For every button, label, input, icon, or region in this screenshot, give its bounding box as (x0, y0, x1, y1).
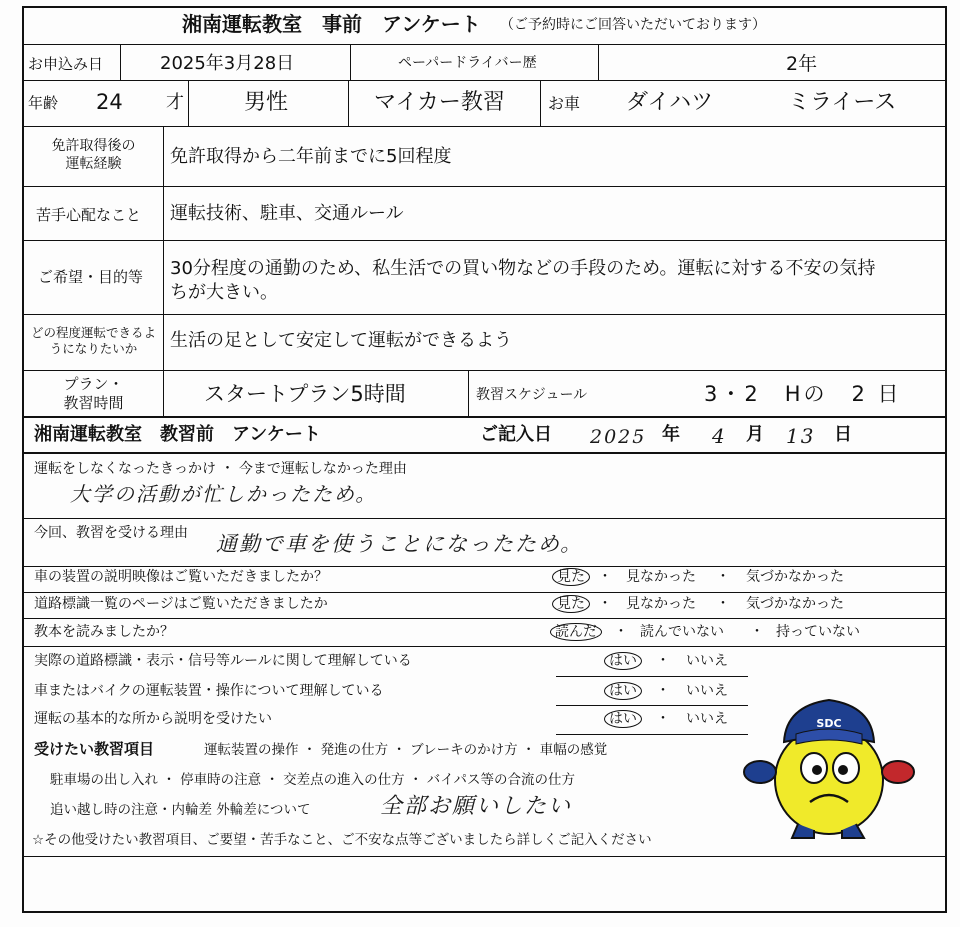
schedule-value: 3・2 Hの 2 日 (704, 382, 902, 406)
q5-sep: ・ (614, 624, 628, 640)
divider (556, 705, 748, 706)
divider (22, 856, 947, 857)
q3-option-unaware: 気づかなかった (746, 569, 844, 585)
divider (163, 126, 164, 416)
schedule-label: 教習スケジュール (476, 387, 588, 403)
divider (22, 240, 947, 241)
divider (188, 80, 189, 126)
q7-sep: ・ (656, 683, 670, 699)
divider (468, 370, 469, 416)
age-value: 24 (96, 90, 123, 114)
goal-label: どの程度運転できるよ うになりたいか (30, 325, 156, 356)
q8-sep: ・ (656, 711, 670, 727)
section2-title: 湘南運転教室 教習前 アンケート (34, 424, 321, 445)
divider (22, 314, 947, 315)
car-type-value: マイカー教習 (374, 90, 505, 115)
fill-date-month: 4 (712, 424, 727, 448)
divider (22, 518, 947, 519)
divider (348, 80, 349, 126)
divider (22, 80, 947, 81)
plan-label: プラン・ 教習時間 (63, 375, 124, 412)
q8-label: 運転の基本的な所から説明を受けたい (34, 711, 272, 727)
divider (22, 592, 947, 593)
experience-value: 免許取得から二年前までに5回程度 (170, 146, 452, 167)
other-label: ☆その他受けたい教習項目、ご要望・苦手なこと、ご不安な点等ございましたら詳しくご記入ください (32, 832, 652, 848)
concerns-label: 苦手心配なこと (36, 206, 142, 224)
lessons-handwritten: 全部お願いしたい (380, 794, 573, 819)
q8-option-yes: はい (604, 710, 642, 728)
q4-sep: ・ (598, 596, 612, 612)
age-label: 年齢 (28, 94, 59, 112)
q4-label: 道路標識一覧のページはご覧いただきましたか (34, 596, 328, 612)
q3-sep: ・ (598, 569, 612, 585)
paper-driver-value: 2年 (786, 53, 818, 75)
q1-label: 運転をしなくなったきっかけ ・ 今まで運転しなかった理由 (34, 461, 407, 477)
q6-option-yes: はい (604, 652, 642, 670)
age-unit: 才 (166, 92, 184, 113)
fill-date-month-unit: 月 (746, 424, 764, 445)
q2-label: 今回、教習を受ける理由 (34, 525, 188, 541)
divider (556, 676, 748, 677)
q4-option-seen: 見た (552, 595, 590, 613)
q3-label: 車の装置の説明映像はご覧いただきましたか？ (34, 569, 328, 585)
purpose-label: ご希望・目的等 (38, 268, 144, 286)
q5-option-not-read: 読んでいない (640, 624, 724, 640)
q5-option-not-own: 持っていない (776, 624, 860, 640)
divider (22, 566, 947, 567)
divider (22, 452, 947, 454)
plan-value: スタートプラン5時間 (204, 382, 406, 406)
q6-option-no: いいえ (686, 653, 728, 669)
q3-option-seen: 見た (552, 568, 590, 586)
divider (22, 618, 947, 619)
lessons-line1: 運転装置の操作 ・ 発進の仕方 ・ ブレーキのかけ方 ・ 車幅の感覚 (204, 742, 608, 758)
q6-sep: ・ (656, 653, 670, 669)
mascot-cap-text: SDC (816, 717, 842, 730)
divider (22, 44, 947, 45)
concerns-value: 運転技術、駐車、交通ルール (170, 203, 404, 224)
divider (22, 126, 947, 127)
q4-sep: ・ (716, 596, 730, 612)
purpose-value-line2: ちが大きい。 (170, 282, 278, 303)
divider (120, 44, 121, 80)
q7-option-yes: はい (604, 682, 642, 700)
divider (540, 80, 541, 126)
q1-answer: 大学の活動が忙しかったため。 (70, 482, 378, 506)
sdc-mascot (738, 684, 920, 844)
car-maker-value: ダイハツ (626, 90, 714, 115)
q7-label: 車またはバイクの運転装置・操作について理解している (34, 683, 384, 699)
divider (22, 416, 947, 418)
q5-option-read: 読んだ (550, 623, 602, 641)
fill-date-day: 13 (786, 424, 816, 448)
q6-label: 実際の道路標識・表示・信号等ルールに関して理解している (34, 653, 412, 669)
form-title-note: （ご予約時にご回答いただいております） (500, 17, 766, 33)
lessons-line2: 駐車場の出し入れ ・ 停車時の注意 ・ 交差点の進入の仕方 ・ バイパス等の合流の仕方 (50, 772, 575, 788)
car-label: お車 (548, 94, 581, 113)
q4-option-not-seen: 見なかった (626, 596, 696, 612)
q4-option-unaware: 気づかなかった (746, 596, 844, 612)
q5-sep: ・ (750, 624, 764, 640)
paper-driver-label: ペーパードライバー歴 (398, 55, 537, 71)
lessons-title: 受けたい教習項目 (34, 740, 155, 758)
q3-option-not-seen: 見なかった (626, 569, 696, 585)
q3-sep: ・ (716, 569, 730, 585)
fill-date-year-unit: 年 (662, 424, 680, 445)
lessons-line3: 追い越し時の注意・内輪差 外輪差について (50, 802, 311, 818)
divider (22, 646, 947, 647)
application-date-label: お申込み日 (28, 55, 104, 73)
car-model-value: ミライース (788, 90, 897, 115)
fill-date-label: ご記入日 (480, 424, 552, 445)
q5-label: 教本を読みましたか？ (34, 624, 174, 640)
fill-date-year: 2025 (590, 426, 647, 448)
experience-label: 免許取得後の 運転経験 (51, 138, 136, 172)
divider (22, 186, 947, 187)
q8-option-no: いいえ (686, 711, 728, 727)
q2-answer: 通勤で車を使うことになったため。 (216, 532, 584, 556)
divider (556, 734, 748, 735)
divider (350, 44, 351, 80)
goal-value: 生活の足として安定して運転ができるよう (170, 330, 512, 351)
application-date-value: 2025年3月28日 (160, 53, 295, 74)
form-title: 湘南運転教室 事前 アンケート (182, 12, 481, 36)
divider (22, 370, 947, 371)
fill-date-day-unit: 日 (834, 424, 852, 445)
purpose-value-line1: 30分程度の通勤のため、私生活での買い物などの手段のため。運転に対する不安の気持 (170, 258, 876, 279)
gender-value: 男性 (244, 90, 289, 115)
q7-option-no: いいえ (686, 683, 728, 699)
divider (598, 44, 599, 80)
